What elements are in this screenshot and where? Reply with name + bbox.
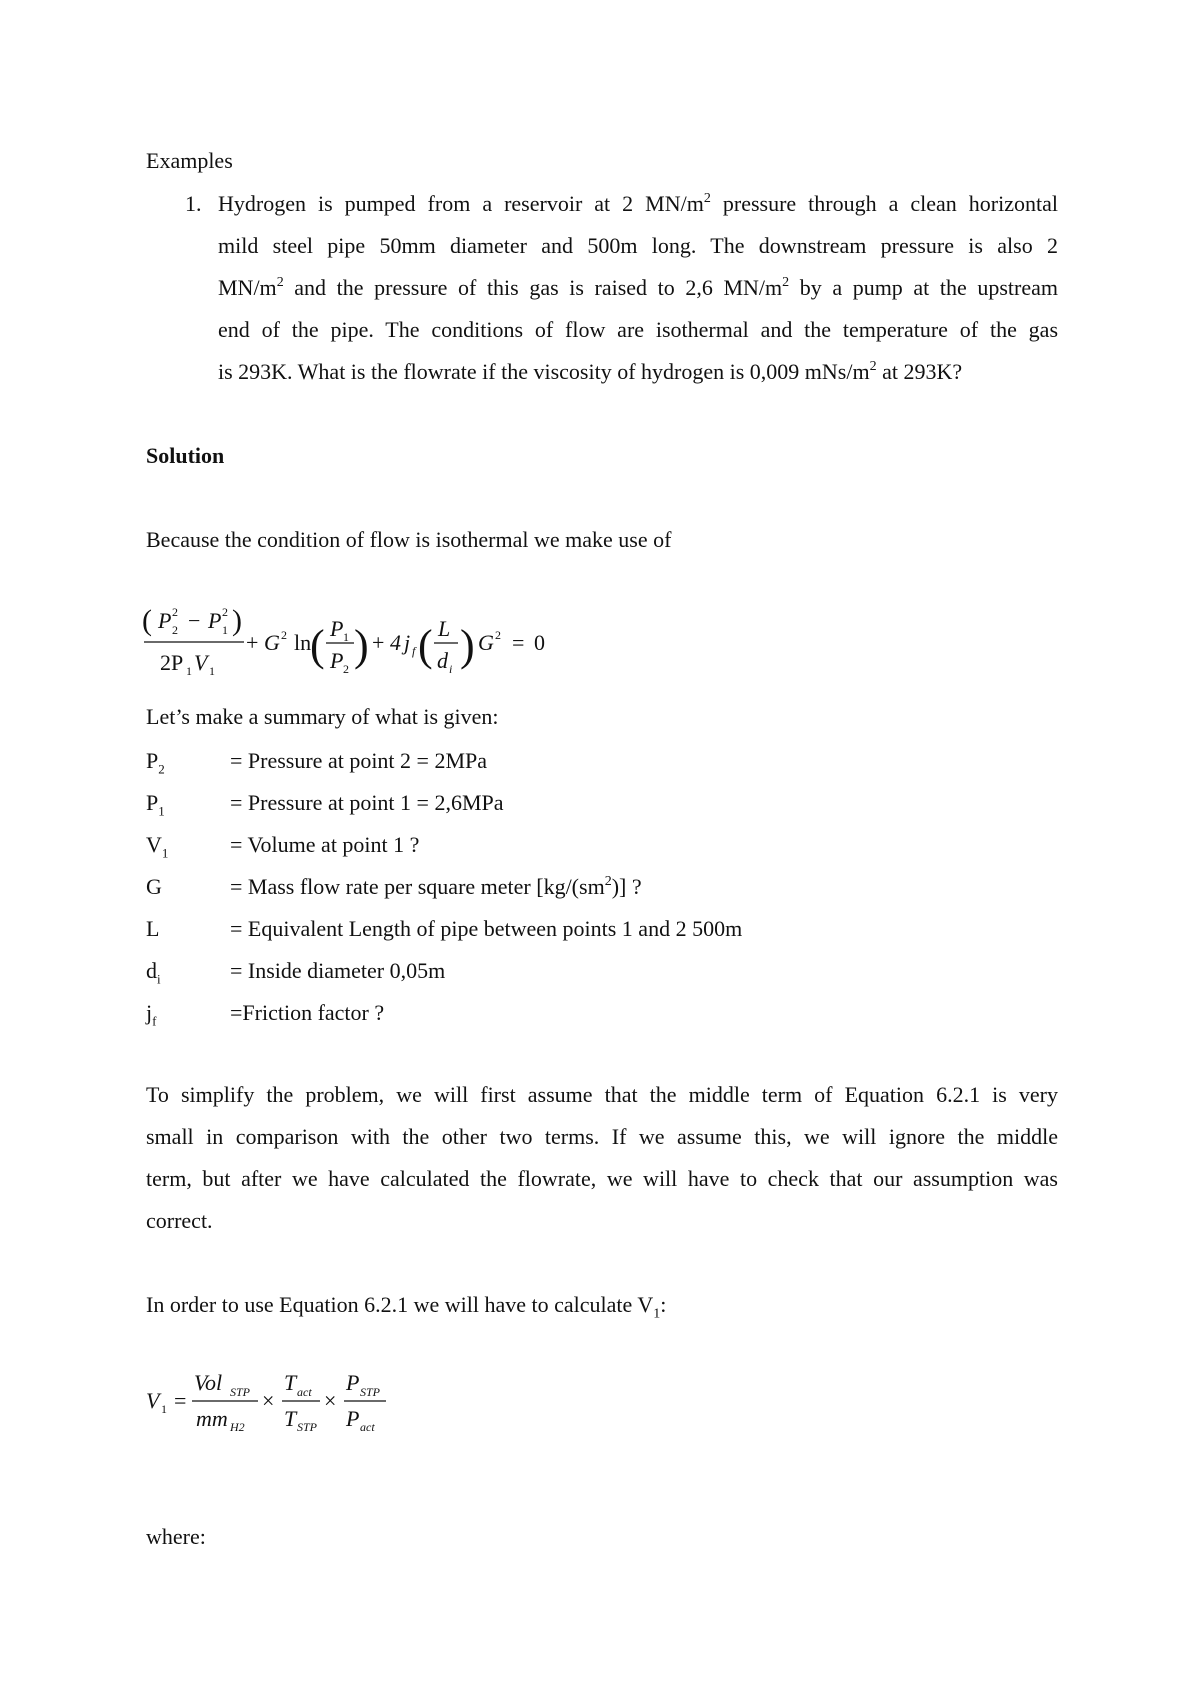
svg-text:f: f xyxy=(412,644,416,658)
para2: In order to use Equation 6.2.1 we will have to calculate $V_1$: xyxy=(146,1292,667,1322)
svg-text:act: act xyxy=(297,1385,312,1399)
para1-line-3: term, but after we have calculated the flowrate, we will have to check that our assumption was xyxy=(146,1166,1058,1191)
equation-isothermal-flow xyxy=(140,600,600,690)
svg-text:4: 4 xyxy=(390,630,401,655)
svg-text:STP: STP xyxy=(297,1420,318,1434)
svg-text:G: G xyxy=(264,630,280,655)
svg-text:2: 2 xyxy=(281,628,287,642)
given-symbol-l: L xyxy=(146,916,160,941)
eq1-paren-open-3: ( xyxy=(418,621,433,670)
svg-text:P: P xyxy=(208,608,222,633)
svg-text:1: 1 xyxy=(222,623,228,637)
eq1-paren-close-3: ) xyxy=(460,621,475,670)
problem-line-5: is 293K. What is the flowrate if the viscosity of hydrogen is 0,009 mNs/$m^2$ at 293K? xyxy=(218,359,963,384)
given-symbol-p1: $P_1$ xyxy=(146,790,165,819)
svg-text:j: j xyxy=(404,630,411,655)
svg-text:T: T xyxy=(284,1370,297,1395)
given-def-di: = Inside diameter 0,05m xyxy=(230,958,446,983)
given-def-p2: = Pressure at point 2 = 2MPa xyxy=(230,748,488,773)
problem-line-3: $MN/m^2$ and the pressure of this gas is raised to 2,6 $MN/m^2$ by a pump at the upstream xyxy=(218,275,1058,300)
svg-text:P: P xyxy=(330,648,344,673)
given-def-l: = Equivalent Length of pipe between points 1 and 2 500m xyxy=(230,916,743,941)
para1-line-1: To simplify the problem, we will first assume that the middle term of Equation 6.2.1 is very xyxy=(146,1082,1058,1107)
problem-line-2: mild steel pipe 50mm diameter and 500m long. The downstream pressure is also 2 xyxy=(218,233,1058,258)
svg-text:G: G xyxy=(478,630,494,655)
svg-text:2: 2 xyxy=(172,605,178,619)
svg-text:×: × xyxy=(262,1388,275,1413)
svg-text:ln: ln xyxy=(294,630,312,655)
svg-text:0: 0 xyxy=(534,630,545,655)
svg-text:1: 1 xyxy=(161,1402,167,1416)
svg-text:P: P xyxy=(158,608,172,633)
given-def-v1: = Volume at point 1 ? xyxy=(230,832,420,857)
svg-text:1: 1 xyxy=(186,664,192,678)
svg-text:H2: H2 xyxy=(230,1420,245,1434)
svg-text:P: P xyxy=(330,616,344,641)
svg-text:STP: STP xyxy=(230,1385,251,1399)
given-symbol-di: $d_i$ xyxy=(146,958,161,987)
svg-text:d: d xyxy=(437,648,448,673)
problem-line-4: end of the pipe. The conditions of flow are isothermal and the temperature of the gas xyxy=(218,317,1058,342)
svg-text:L: L xyxy=(438,616,451,641)
svg-text:2: 2 xyxy=(343,662,349,676)
svg-text:1: 1 xyxy=(343,630,349,644)
svg-text:P: P xyxy=(346,1406,360,1431)
svg-text:mm: mm xyxy=(196,1406,228,1431)
svg-text:+: + xyxy=(246,630,259,655)
svg-text:STP: STP xyxy=(360,1385,381,1399)
given-symbol-v1: $V_1$ xyxy=(146,832,169,861)
where-label: where: xyxy=(146,1524,206,1549)
eq1-paren-open-2: ( xyxy=(310,621,325,670)
svg-text:2: 2 xyxy=(222,605,228,619)
problem-line-1: Hydrogen is pumped from a reservoir at 2 $MN/m^2$ pressure through a clean horizontal xyxy=(218,191,1059,216)
svg-text:Vol: Vol xyxy=(194,1370,223,1395)
given-symbol-jf: $j_f$ xyxy=(146,1000,157,1029)
problem-number: 1. xyxy=(185,191,202,216)
equation-volume xyxy=(140,1360,440,1440)
svg-text:V: V xyxy=(194,650,208,675)
svg-text:P: P xyxy=(346,1370,360,1395)
section-heading: Examples xyxy=(146,148,233,173)
para1-line-2: small in comparison with the other two terms. If we assume this, we will ignore the middle xyxy=(146,1124,1058,1149)
given-def-jf: =Friction factor ? xyxy=(230,1000,385,1025)
given-symbol-p2: $P_2$ xyxy=(146,748,165,777)
svg-text:act: act xyxy=(360,1420,375,1434)
svg-text:=: = xyxy=(174,1388,187,1413)
summary-intro: Let’s make a summary of what is given: xyxy=(146,704,499,729)
svg-text:): ) xyxy=(232,604,242,637)
svg-text:1: 1 xyxy=(209,664,215,678)
svg-text:2: 2 xyxy=(495,628,501,642)
eq1-open-paren: ( xyxy=(142,604,152,637)
eq1-paren-close-2: ) xyxy=(354,621,369,670)
svg-text:V: V xyxy=(146,1388,160,1413)
svg-text:T: T xyxy=(284,1406,297,1431)
svg-text:×: × xyxy=(324,1388,337,1413)
solution-intro: Because the condition of flow is isothermal we make use of xyxy=(146,527,672,552)
solution-heading: Solution xyxy=(146,443,225,468)
svg-text:=: = xyxy=(512,630,525,655)
svg-text:2P: 2P xyxy=(160,650,184,675)
svg-text:2: 2 xyxy=(172,623,178,637)
para1-line-4: correct. xyxy=(146,1208,213,1233)
given-def-p1: = Pressure at point 1 = 2,6MPa xyxy=(230,790,504,815)
svg-text:i: i xyxy=(449,662,453,676)
given-def-g: = Mass flow rate per square meter $[kg/(sm^2)]$ ? xyxy=(230,874,642,899)
given-symbol-g: G xyxy=(146,874,162,899)
svg-text:−: − xyxy=(188,608,201,633)
svg-text:+: + xyxy=(372,630,385,655)
